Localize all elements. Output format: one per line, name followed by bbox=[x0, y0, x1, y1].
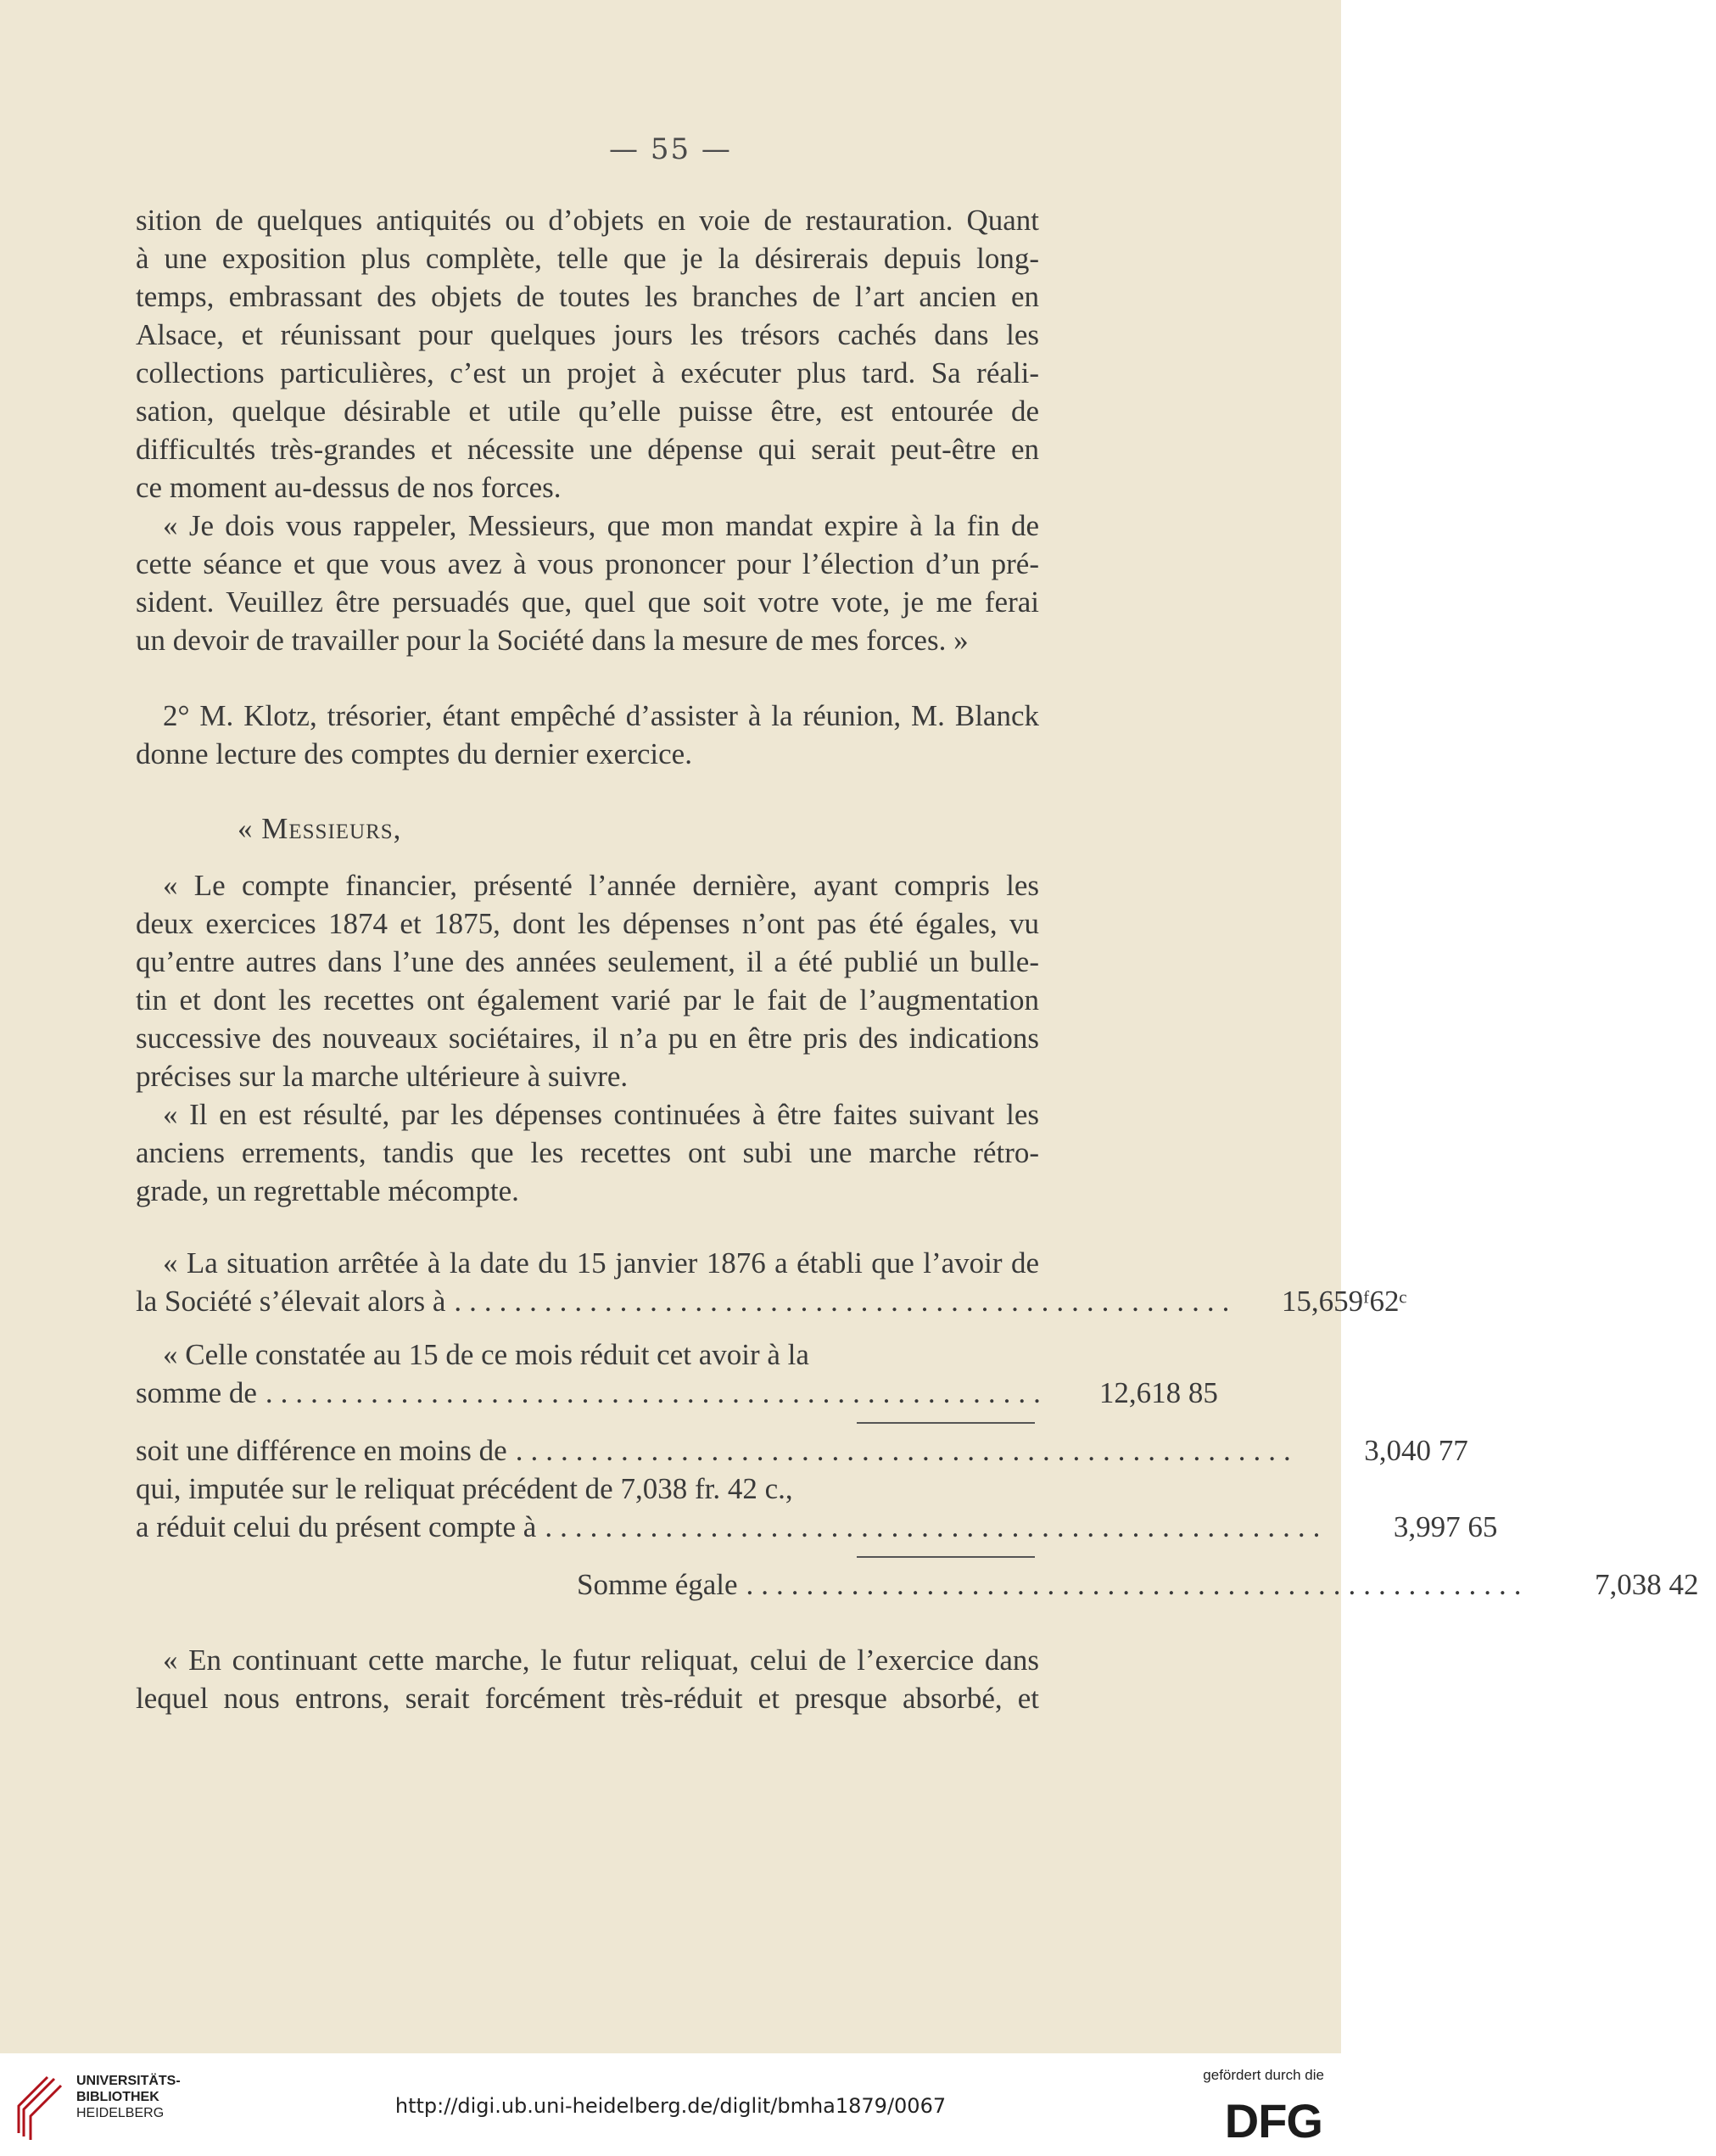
text-line: cette séance et que vous avez à vous prononcer pour l’élection d’un pré- bbox=[136, 547, 1039, 580]
library-name-line: UNIVERSITÄTS- bbox=[76, 2074, 181, 2088]
text-line: un devoir de travailler pour la Société dans la mesure de mes forces. » bbox=[136, 624, 969, 657]
ledger-amount: 7,038 42 bbox=[1595, 1568, 1699, 1601]
text-line: qui, imputée sur le reliquat précédent de 7,038 fr. 42 c., bbox=[136, 1472, 793, 1505]
text-line: « Celle constatée au 15 de ce mois réduit cet avoir à la bbox=[163, 1338, 809, 1371]
sum-rule bbox=[857, 1422, 1035, 1424]
ledger-label: a réduit celui du présent compte à bbox=[136, 1510, 537, 1543]
text-line: collections particulières, c’est un projet à exécuter plus tard. Sa réali- bbox=[136, 356, 1039, 389]
text-line: tin et dont les recettes ont également varié par le fait de l’augmentation bbox=[136, 983, 1039, 1016]
text-line: difficultés très-grandes et nécessite une dépense qui serait peut-être en bbox=[136, 433, 1039, 466]
text-line: sident. Veuillez être persuadés que, quel que soit votre vote, je me ferai bbox=[136, 585, 1039, 619]
text-line: « En continuant cette marche, le futur reliquat, celui de l’exercice dans bbox=[163, 1644, 1039, 1677]
text-line: grade, un regrettable mécompte. bbox=[136, 1174, 519, 1207]
ledger-label: la Société s’élevait alors à bbox=[136, 1285, 446, 1318]
text-line: successive des nouveaux sociétaires, il n’a pu en être pris des indications bbox=[136, 1022, 1039, 1055]
leader-dots: .................................................... bbox=[545, 1510, 1328, 1543]
leader-dots: .................................................... bbox=[746, 1568, 1529, 1601]
text-line: sation, quelque désirable et utile qu’elle puisse être, est entourée de bbox=[136, 395, 1039, 428]
dfg-logo: DFG bbox=[1224, 2094, 1322, 2148]
library-name-line: HEIDELBERG bbox=[76, 2106, 165, 2120]
text-line: « Le compte financier, présenté l’année dernière, ayant compris les bbox=[163, 869, 1039, 902]
ledger-amount: 15,659ᶠ62ᶜ bbox=[1281, 1285, 1407, 1318]
library-name-line: BIBLIOTHEK bbox=[76, 2090, 159, 2104]
ledger-total-row bbox=[577, 1566, 1699, 1604]
ledger-label: soit une différence en moins de bbox=[136, 1434, 507, 1467]
text-line: « Je dois vous rappeler, Messieurs, que mon mandat expire à la fin de bbox=[163, 509, 1039, 542]
ledger-amount: 3,040 77 bbox=[1364, 1434, 1468, 1467]
leader-dots: .................................................... bbox=[515, 1434, 1299, 1467]
ledger-amount: 3,997 65 bbox=[1393, 1510, 1498, 1543]
ledger-label: Somme égale bbox=[577, 1568, 738, 1601]
text-line: « Il en est résulté, par les dépenses continuées à être faites suivant les bbox=[163, 1098, 1039, 1131]
text-line: « La situation arrêtée à la date du 15 janvier 1876 a établi que l’avoir de bbox=[163, 1246, 1039, 1280]
ledger-label: somme de bbox=[136, 1376, 257, 1409]
text-line: deux exercices 1874 et 1875, dont les dépenses n’ont pas été égales, vu bbox=[136, 907, 1039, 940]
ledger-amount: 12,618 85 bbox=[1098, 1376, 1218, 1409]
funding-note: gefördert durch die bbox=[1203, 2067, 1324, 2083]
text-line: précises sur la marche ultérieure à suivre. bbox=[136, 1060, 629, 1093]
text-line: qu’entre autres dans l’une des années seulement, il a été publié un bulle- bbox=[136, 945, 1039, 978]
text-line: lequel nous entrons, serait forcément très-réduit et presque absorbé, et bbox=[136, 1682, 1039, 1715]
text-line: anciens errements, tandis que les recettes ont subi une marche rétro- bbox=[136, 1136, 1039, 1169]
ledger-row bbox=[136, 1375, 1218, 1412]
leader-dots: .................................................... bbox=[454, 1285, 1238, 1318]
text-line: Alsace, et réunissant pour quelques jours les trésors cachés dans les bbox=[136, 318, 1039, 351]
leader-dots: .................................................... bbox=[265, 1376, 1048, 1409]
text-line: ce moment au-dessus de nos forces. bbox=[136, 471, 562, 504]
text-line: sition de quelques antiquités ou d’objets en voie de restauration. Quant bbox=[136, 204, 1039, 237]
page-number: — 55 — bbox=[609, 132, 732, 166]
text-line: donne lecture des comptes du dernier exercice. bbox=[136, 737, 692, 770]
footer-bar bbox=[0, 2053, 1341, 2156]
salutation: « Messieurs, bbox=[238, 812, 402, 845]
sum-rule bbox=[857, 1556, 1035, 1558]
ledger-row bbox=[136, 1283, 1407, 1320]
document-url-link[interactable]: http://digi.ub.uni-heidelberg.de/diglit/bmha1879/0067 bbox=[394, 2094, 947, 2118]
text-line: 2° M. Klotz, trésorier, étant empêché d’assister à la réunion, M. Blanck bbox=[163, 699, 1039, 732]
ledger-row bbox=[136, 1432, 1468, 1470]
text-line: à une exposition plus complète, telle que je la désirerais depuis long- bbox=[136, 242, 1039, 275]
ledger-row bbox=[136, 1509, 1498, 1546]
text-line: temps, embrassant des objets de toutes les branches de l’art ancien en bbox=[136, 280, 1039, 313]
